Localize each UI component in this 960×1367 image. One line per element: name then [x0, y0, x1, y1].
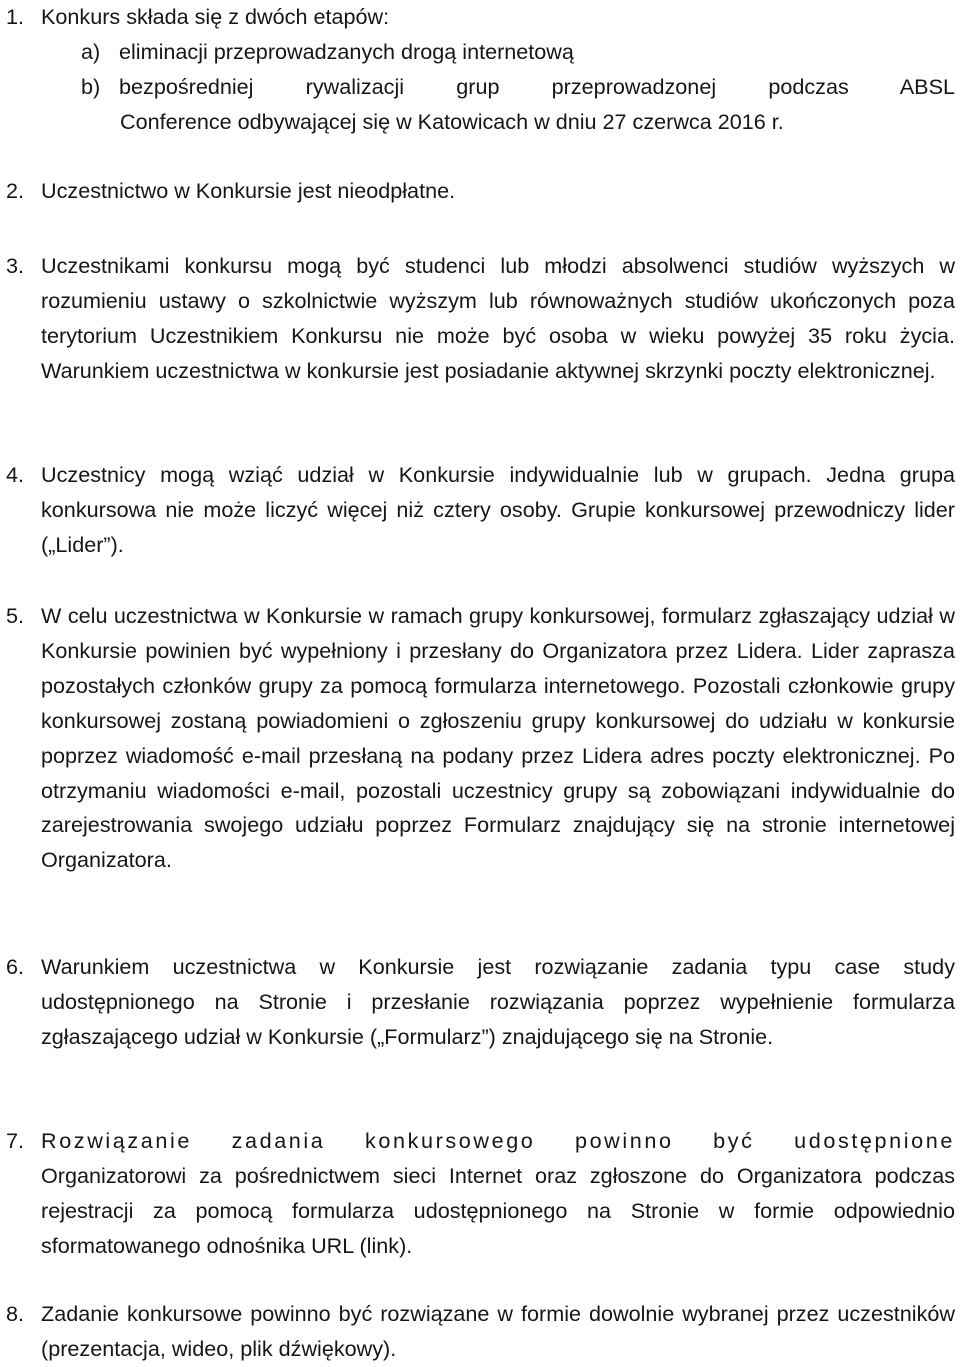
item-number: 6. — [6, 954, 25, 979]
item-text: Konkurs składa się z dwóch etapów: — [41, 4, 390, 29]
subitem-b — [81, 70, 955, 105]
item-number: 4. — [6, 462, 25, 487]
item-text: Zadanie konkursowe powinno być rozwiązane w formie dowolnie wybranej przez uczestników (prezentacja, wideo, plik dźwiękowy). — [41, 1301, 955, 1361]
subitem-b-continuation: Conference odbywającej się w Katowicach w dniu 27 czerwca 2016 r. — [120, 109, 784, 134]
subitem-marker: b) — [81, 74, 101, 99]
subitem-a — [81, 35, 955, 70]
item-text: Uczestnictwo w Konkursie jest nieodpłatne. — [41, 178, 456, 203]
item-text: Organizatorowi za pośrednictwem sieci Internet oraz zgłoszone do Organizatora podczas rejestracji za pomocą formularza udostępnionego na Stronie w formie odpowiednio sformatowanego odnośnika URL (link). — [41, 1163, 955, 1258]
item-number: 2. — [6, 178, 25, 203]
item-number: 5. — [6, 603, 25, 628]
subitem-text: eliminacji przeprowadzanych drogą internetową — [119, 39, 574, 64]
item-text-first-line: Rozwiązanie zadania konkursowego powinno być udostępnione — [41, 1128, 955, 1153]
subitem-marker: a) — [81, 39, 101, 64]
item-number: 3. — [6, 253, 25, 278]
item-text: Uczestnicy mogą wziąć udział w Konkursie indywidualnie lub w grupach. Jedna grupa konkursowa nie może liczyć więcej niż cztery osoby. Grupie konkursowej przewodniczy lider („Lider”). — [41, 462, 955, 557]
item-number: 1. — [6, 4, 25, 29]
item-text: Uczestnikami konkursu mogą być studenci lub młodzi absolwenci studiów wyższych w rozumieniu ustawy o szkolnictwie wyższym lub równoważnych studiów ukończonych poza terytorium Uczestnikiem Konkursu nie może być osoba w wieku powyżej 35 roku życia. Warunkiem uczestnictwa w konkursie jest posiadanie aktywnej skrzynki poczty elektronicznej. — [41, 253, 955, 383]
item-text: W celu uczestnictwa w Konkursie w ramach grupy konkursowej, formularz zgłaszający udział w Konkursie powinien być wypełniony i przesłany do Organizatora przez Lidera. Lider zaprasza pozostałych członków grupy za pomocą formularza internetowego. Pozostali członkowie grupy konkursowej zostaną powiadomieni o zgłoszeniu grupy konkursowej do udziału w konkursie poprzez wiadomość e-mail przesłaną na podany przez Lidera adres poczty elektronicznej. Po otrzymaniu wiadomości e-mail, pozostali uczestnicy grupy są zobowiązani indywidualnie do zarejestrowania swojego udziału poprzez Formularz znajdujący się na stronie internetowej Organizatora. — [41, 603, 955, 873]
subitem-text: bezpośredniej rywalizacji grup przeprowadzonej podczas ABSL — [119, 74, 955, 99]
item-number: 7. — [6, 1128, 25, 1153]
item-number: 8. — [6, 1301, 25, 1326]
item-text: Warunkiem uczestnictwa w Konkursie jest rozwiązanie zadania typu case study udostępnionego na Stronie i przesłanie rozwiązania poprzez wypełnienie formularza zgłaszającego udział w Konkursie („Formularz”) znajdującego się na Stronie. — [41, 954, 955, 1049]
